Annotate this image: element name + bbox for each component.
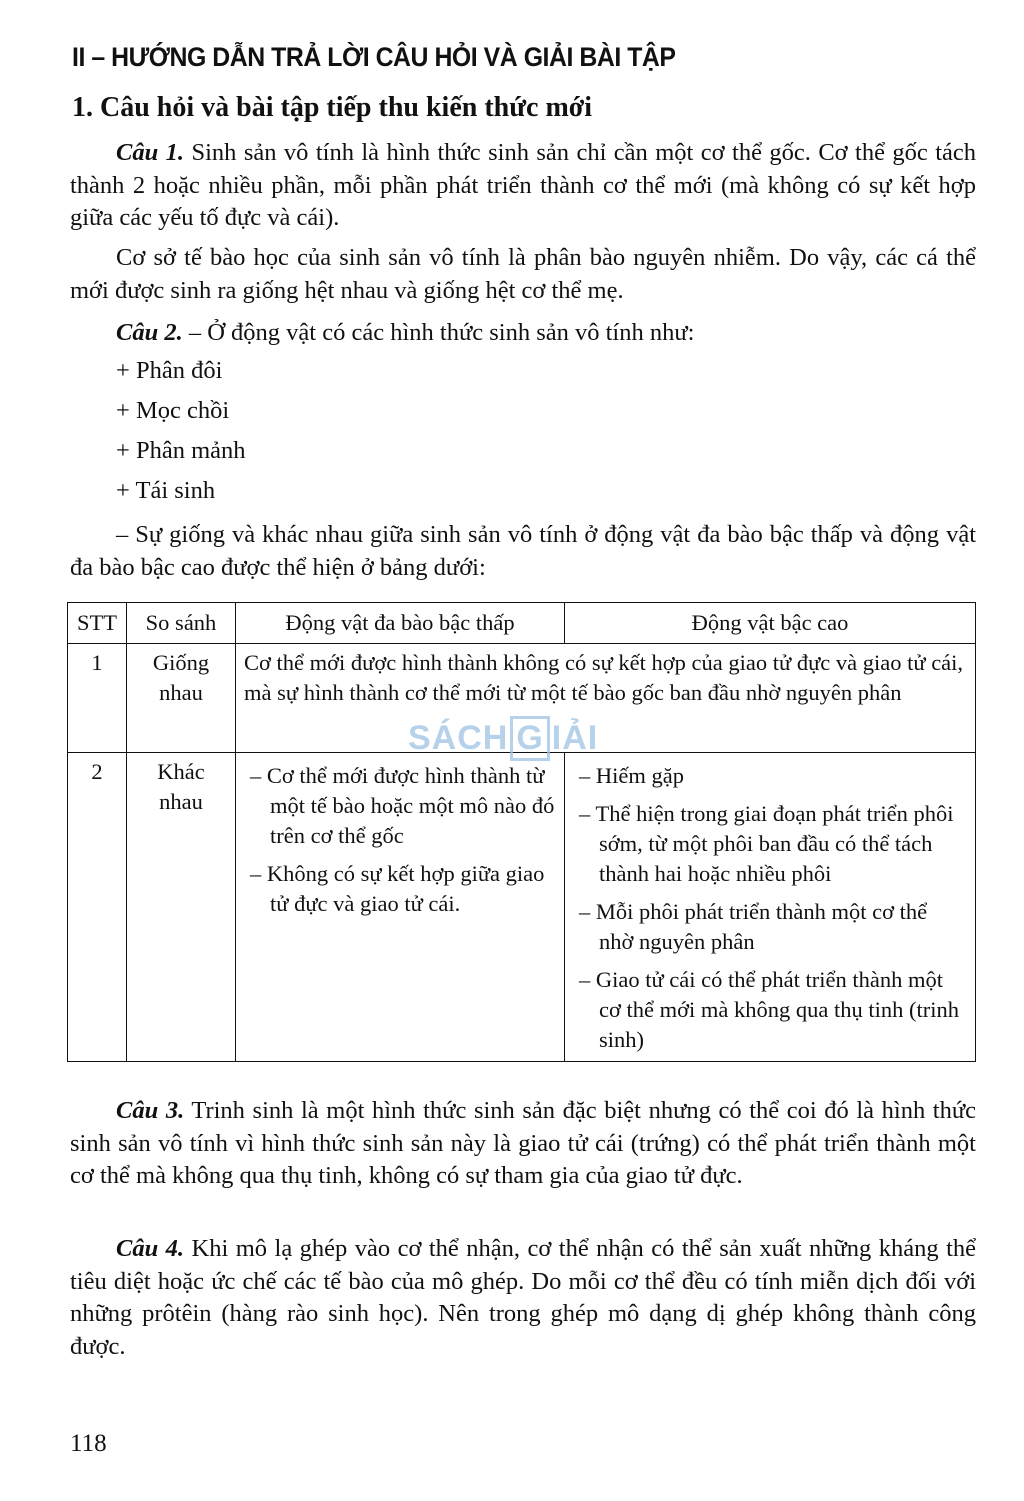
difference-item: – Mỗi phôi phát triển thành một cơ thể nhờ nguyên phân	[579, 899, 928, 954]
row-1-similarity: Cơ thể mới được hình thành không có sự kết hợp của giao tử đực và giao tử cái, mà sự hình thành cơ thể mới từ một tế bào gốc ban đầu nhờ nguyên phân	[236, 644, 976, 753]
section-heading: II – HƯỚNG DẪN TRẢ LỜI CÂU HỎI VÀ GIẢI BÀI TẬP	[72, 42, 676, 72]
comparison-table	[67, 602, 976, 1062]
reproduction-form-item: + Phân mảnh	[116, 437, 246, 464]
question-2-paragraph	[70, 317, 976, 350]
question-1-label: Câu 1.	[116, 139, 185, 166]
page-number: 118	[70, 1430, 107, 1457]
reproduction-form-item: + Mọc chồi	[116, 397, 230, 424]
difference-item: – Giao tử cái có thể phát triển thành một cơ thể mới mà không qua thụ tinh (trinh sinh)	[579, 967, 959, 1052]
question-1-paragraph	[70, 137, 976, 235]
question-2-intro: – Ở động vật có các hình thức sinh sản vô tính như:	[182, 319, 695, 346]
row-1-stt: 1	[68, 644, 127, 753]
row-1-label: Giống nhau	[127, 644, 236, 753]
difference-item: – Không có sự kết hợp giữa giao tử đực và giao tử cái.	[250, 861, 545, 916]
header-stt: STT	[68, 603, 127, 644]
subsection-heading: 1. Câu hỏi và bài tập tiếp thu kiến thức mới	[72, 92, 593, 123]
difference-item: – Thể hiện trong giai đoạn phát triển phôi sớm, từ một phôi ban đầu có thể tách thành hai hoặc nhiều phôi	[579, 801, 954, 886]
reproduction-form-item: + Tái sinh	[116, 477, 216, 504]
row-2-lower-animals	[236, 753, 565, 1062]
reproduction-form-item: + Phân đôi	[116, 357, 223, 384]
difference-item: – Cơ thể mới được hình thành từ một tế bào hoặc một mô nào đó trên cơ thể gốc	[250, 763, 555, 848]
question-4-paragraph	[70, 1233, 976, 1363]
question-4-text: Khi mô lạ ghép vào cơ thể nhận, cơ thể nhận có thể sản xuất những kháng thể tiêu diệt hoặc ức chế các tế bào của mô ghép. Do mỗi cơ thể đều có tính miễn dịch đối với những prôtêin (hàng rào sinh học). Nên trong ghép mô dạng dị ghép không thành công được.	[70, 1235, 976, 1360]
header-compare: So sánh	[127, 603, 236, 644]
question-3-label: Câu 3.	[116, 1097, 185, 1124]
header-higher-animals: Động vật bậc cao	[565, 603, 976, 644]
comparison-intro: – Sự giống và khác nhau giữa sinh sản vô tính ở động vật đa bào bậc thấp và động vật đa bào bậc cao được thể hiện ở bảng dưới:	[70, 521, 976, 581]
question-2-label: Câu 2.	[116, 319, 183, 346]
question-1-text: Sinh sản vô tính là hình thức sinh sản chỉ cần một cơ thể gốc. Cơ thể gốc tách thành 2 hoặc nhiều phần, mỗi phần phát triển thành cơ thể mới (mà không có sự kết hợp giữa các yếu tố đực và cái).	[70, 139, 977, 231]
watermark-logo: SÁCH G IẢI	[408, 716, 598, 761]
row-2-higher-animals	[565, 753, 976, 1062]
row-2-label: Khác nhau	[127, 753, 236, 1062]
question-3-paragraph	[70, 1095, 976, 1193]
question-4-label: Câu 4.	[116, 1235, 185, 1262]
row-2-stt: 2	[68, 753, 127, 1062]
question-1-paragraph-2: Cơ sở tế bào học của sinh sản vô tính là phân bào nguyên nhiễm. Do vậy, các cá thể mới được sinh ra giống hệt nhau và giống hệt cơ thể mẹ.	[70, 244, 976, 304]
question-3-text: Trinh sinh là một hình thức sinh sản đặc biệt nhưng có thể coi đó là hình thức sinh sản vô tính vì hình thức sinh sản này là giao tử cái (trứng) có thể phát triển thành một cơ thể mà không qua thụ tinh, không có sự tham gia của giao tử đực.	[70, 1097, 977, 1189]
difference-item: – Hiếm gặp	[579, 763, 684, 788]
table-row	[68, 753, 976, 1062]
table-header-row	[68, 603, 976, 644]
header-lower-animals: Động vật đa bào bậc thấp	[236, 603, 565, 644]
